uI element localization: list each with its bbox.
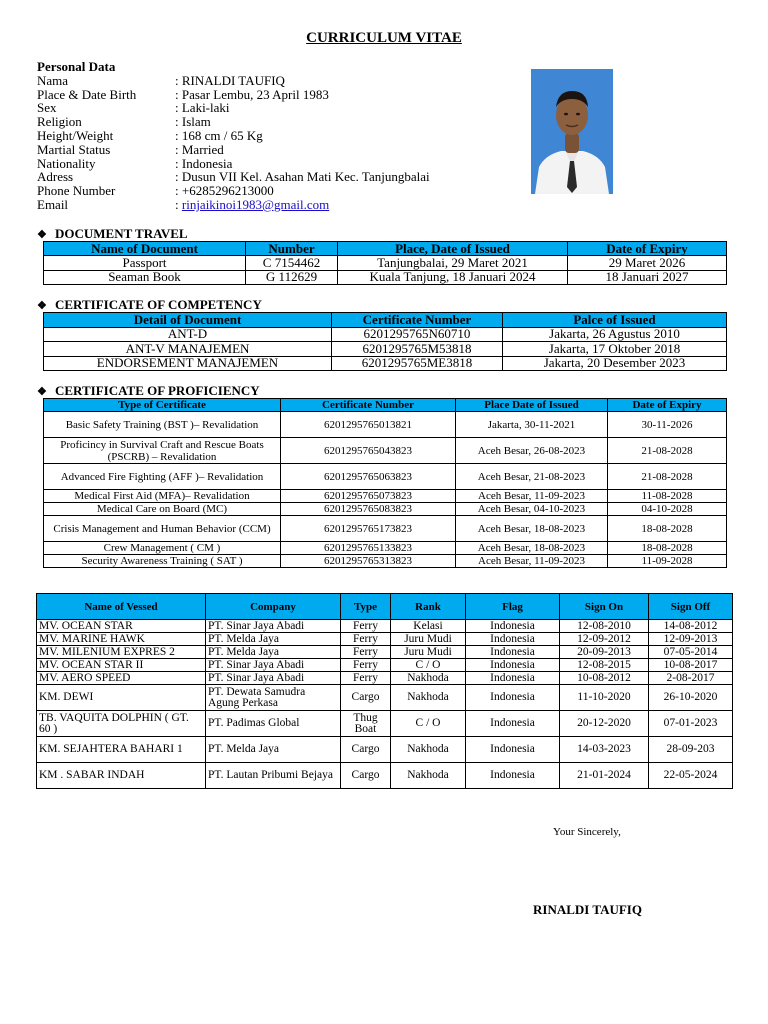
table-header-row: Type of Certificate Certificate Number Place Date of Issued Date of Expiry [44,399,727,412]
table-row: Crew Management ( CM ) 6201295765133823 Aceh Besar, 18-08-2023 18-08-2028 [44,542,727,555]
diamond-bullet-icon: ❖ [37,386,47,398]
table-row: MV. MILENIUM EXPRES 2 PT. Melda Jaya Ferry Juru Mudi Indonesia 20-09-2013 07-05-2014 [37,646,733,659]
table-row: KM. SEJAHTERA BAHARI 1 PT. Melda Jaya Cargo Nakhoda Indonesia 14-03-2023 28-09-203 [37,737,733,763]
table-row: Basic Safety Training (BST )– Revalidation 6201295765013821 Jakarta, 30-11-2021 30-11-2026 [44,412,727,438]
table-row: KM. DEWI PT. Dewata Samudra Agung Perkasa Cargo Nakhoda Indonesia 11-10-2020 26-10-2020 [37,685,733,711]
section-title-document-travel: ❖ DOCUMENT TRAVEL [37,226,188,241]
table-row: Proficincy in Survival Craft and Rescue Boats (PSCRB) – Revalidation 6201295765043823 Aceh Besar, 26-08-2023 21-08-2028 [44,438,727,464]
diamond-bullet-icon: ❖ [37,300,47,312]
cv-title: CURRICULUM VITAE [306,30,462,46]
section-title-proficiency: ❖ CERTIFICATE OF PROFICIENCY [37,383,260,398]
personal-row-height-weight: Height/Weight : 168 cm / 65 Kg [37,127,263,143]
table-row: Advanced Fire Fighting (AFF )– Revalidation 6201295765063823 Aceh Besar, 21-08-2023 21-08-2028 [44,464,727,490]
personal-row-phone: Phone Number : +6285296213000 [37,183,274,199]
diamond-bullet-icon: ❖ [37,229,47,241]
table-row: ANT-D 6201295765N60710 Jakarta, 26 Agustus 2010 [44,327,727,342]
table-row: Crisis Management and Human Behavior (CCM) 6201295765173823 Aceh Besar, 18-08-2023 18-08-2028 [44,516,727,542]
table-row: MV. OCEAN STAR II PT. Sinar Jaya Abadi Ferry C / O Indonesia 12-08-2015 10-08-2017 [37,659,733,672]
personal-row-religion: Religion : Islam [37,114,211,130]
person-photo-illustration [531,69,613,194]
table-row: KM . SABAR INDAH PT. Lautan Pribumi Bejaya Cargo Nakhoda Indonesia 21-01-2024 22-05-2024 [37,763,733,789]
document-travel-table [43,241,727,285]
sea-service-table [36,593,733,789]
table-row: Passport C 7154462 Tanjungbalai, 29 Maret 2021 29 Maret 2026 [44,256,727,270]
section-title-competency: ❖ CERTIFICATE OF COMPETENCY [37,297,262,312]
table-row: TB. VAQUITA DOLPHIN ( GT. 60 ) PT. Padimas Global Thug Boat C / O Indonesia 20-12-2020 07-01-2023 [37,711,733,737]
personal-row-sex: Sex : Laki-laki [37,100,230,116]
table-row: MV. OCEAN STAR PT. Sinar Jaya Abadi Ferry Kelasi Indonesia 12-08-2010 14-08-2012 [37,620,733,633]
personal-row-email: Email : rinjaikinoi1983@gmail.com [37,196,330,212]
personal-row-marital-status: Martial Status : Married [37,141,224,157]
email-link[interactable]: rinjaikinoi1983@gmail.com [181,196,330,212]
personal-data-section [37,60,430,212]
table-header-row: Detail of Document Certificate Number Palce of Issued [44,313,727,328]
personal-data-heading: Personal Data [37,59,116,74]
table-row: MV. MARINE HAWK PT. Melda Jaya Ferry Juru Mudi Indonesia 12-09-2012 12-09-2013 [37,633,733,646]
table-header-row: Name of Document Number Place, Date of Issued Date of Expiry [44,242,727,256]
personal-row-nationality: Nationality : Indonesia [37,155,233,171]
table-row: Seaman Book G 112629 Kuala Tanjung, 18 Januari 2024 18 Januari 2027 [44,270,727,284]
table-row: Medical First Aid (MFA)– Revalidation 6201295765073823 Aceh Besar, 11-09-2023 11-08-2028 [44,490,727,503]
closing-text: Your Sincerely, [553,826,621,838]
table-header-row: Name of Vessed Company Type Rank Flag Sign On Sign Off [37,594,733,620]
profile-photo [531,69,613,194]
table-row: Medical Care on Board (MC) 6201295765083823 Aceh Besar, 04-10-2023 04-10-2028 [44,503,727,516]
table-row: Security Awareness Training ( SAT ) 6201295765313823 Aceh Besar, 11-09-2023 11-09-2028 [44,555,727,568]
personal-row-address: Adress : Dusun VII Kel. Asahan Mati Kec. Tanjungbalai [37,169,430,185]
signature-name: RINALDI TAUFIQ [533,902,642,917]
personal-row-name: Nama : RINALDI TAUFIQ [37,72,285,88]
table-row: MV. AERO SPEED PT. Sinar Jaya Abadi Ferry Nakhoda Indonesia 10-08-2012 2-08-2017 [37,672,733,685]
competency-table [43,312,727,371]
table-row: ENDORSEMENT MANAJEMEN 6201295765ME3818 Jakarta, 20 Desember 2023 [44,356,727,371]
table-row: ANT-V MANAJEMEN 6201295765M53818 Jakarta, 17 Oktober 2018 [44,342,727,357]
personal-row-birth: Place & Date Birth : Pasar Lembu, 23 April 1983 [37,86,329,102]
proficiency-table [43,398,727,568]
